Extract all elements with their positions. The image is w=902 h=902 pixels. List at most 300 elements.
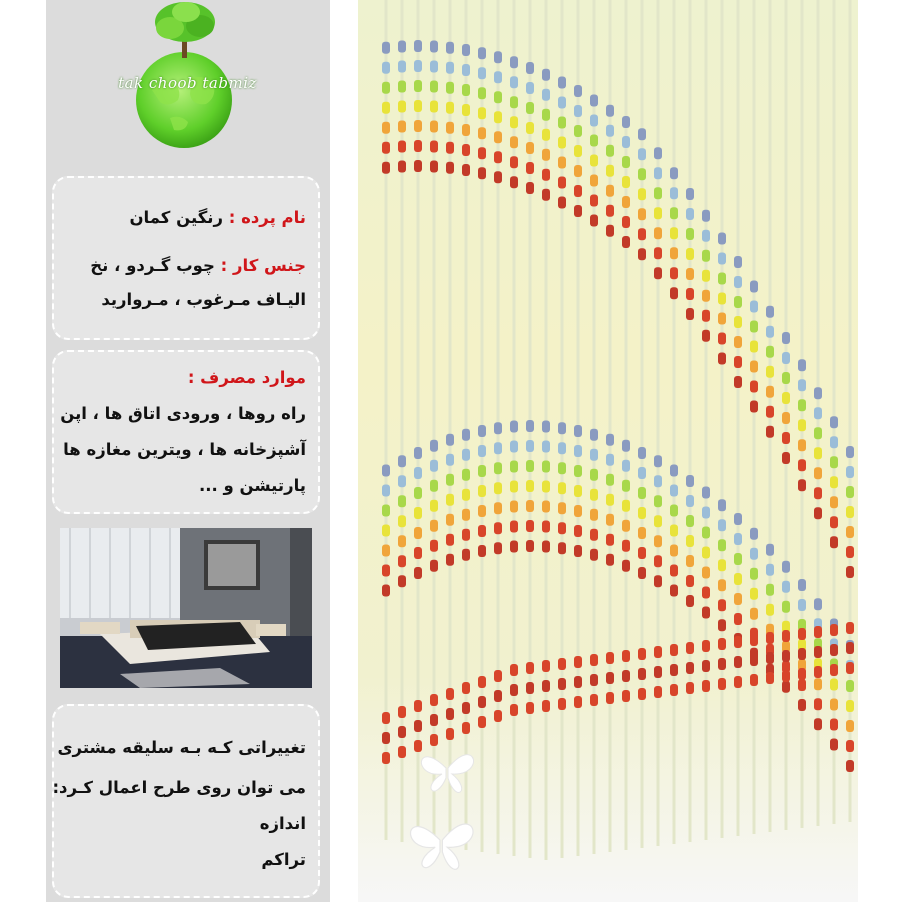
curtain-bead — [814, 626, 822, 638]
curtain-bead — [526, 662, 534, 674]
curtain-bead — [510, 116, 518, 128]
curtain-bead — [734, 316, 742, 328]
curtain-bead — [462, 489, 470, 501]
curtain-bead — [638, 168, 646, 180]
curtain-bead — [478, 167, 486, 179]
usage-label: موارد مصرف : — [187, 368, 306, 387]
curtain-bead — [494, 131, 502, 143]
curtain-bead — [558, 522, 566, 534]
curtain-bead — [558, 176, 566, 188]
curtain-bead — [398, 706, 406, 718]
curtain-bead — [542, 541, 550, 553]
curtain-bead — [734, 656, 742, 668]
curtain-bead — [654, 227, 662, 239]
curtain-bead — [510, 136, 518, 148]
curtain-bead — [574, 145, 582, 157]
curtain-bead — [846, 740, 854, 752]
curtain-bead — [478, 107, 486, 119]
curtain-bead — [590, 529, 598, 541]
curtain-bead — [606, 514, 614, 526]
curtain-bead — [798, 439, 806, 451]
curtain-bead — [686, 662, 694, 674]
curtain-bead — [398, 475, 406, 487]
curtain-bead — [686, 268, 694, 280]
curtain-bead — [766, 426, 774, 438]
curtain-bead — [478, 47, 486, 59]
curtain-bead — [526, 142, 534, 154]
custom-line-4: تراکم — [261, 850, 306, 869]
curtain-bead — [670, 167, 678, 179]
curtain-bead — [478, 676, 486, 688]
curtain-bead — [830, 644, 838, 656]
curtain-bead — [798, 628, 806, 640]
curtain-bead — [558, 136, 566, 148]
curtain-bead — [638, 648, 646, 660]
curtain-bead — [702, 660, 710, 672]
curtain-bead — [590, 469, 598, 481]
curtain-bead — [414, 60, 422, 72]
curtain-bead — [686, 595, 694, 607]
curtain-bead — [430, 100, 438, 112]
curtain-bead — [430, 40, 438, 52]
curtain-bead — [622, 670, 630, 682]
curtain-bead — [718, 519, 726, 531]
curtain-bead — [510, 441, 518, 453]
curtain-bead — [430, 140, 438, 152]
curtain-bead — [526, 82, 534, 94]
curtain-bead — [574, 165, 582, 177]
curtain-bead — [478, 716, 486, 728]
curtain-bead — [670, 565, 678, 577]
curtain-bead — [782, 670, 790, 682]
curtain-bead — [430, 440, 438, 452]
curtain-bead — [782, 352, 790, 364]
curtain-bead — [526, 540, 534, 552]
material-label: جنس کار : — [220, 256, 306, 275]
curtain-bead — [830, 624, 838, 636]
curtain-bead — [654, 455, 662, 467]
curtain-bead — [622, 156, 630, 168]
curtain-bead — [398, 160, 406, 172]
curtain-bead — [766, 632, 774, 644]
curtain-bead — [702, 547, 710, 559]
curtain-bead — [606, 692, 614, 704]
curtain-bead — [430, 540, 438, 552]
curtain-bead — [462, 429, 470, 441]
curtain-bead — [526, 460, 534, 472]
curtain-bead — [654, 267, 662, 279]
curtain-bead — [414, 740, 422, 752]
curtain-bead — [654, 666, 662, 678]
curtain-bead — [654, 207, 662, 219]
curtain-bead — [654, 535, 662, 547]
curtain-bead — [622, 236, 630, 248]
curtain-bead — [782, 561, 790, 573]
curtain-bead — [446, 42, 454, 54]
curtain-bead — [830, 496, 838, 508]
curtain-bead — [638, 527, 646, 539]
curtain-bead — [382, 565, 390, 577]
curtain-bead — [814, 427, 822, 439]
curtain-bead — [494, 111, 502, 123]
curtain-bead — [526, 480, 534, 492]
curtain-bead — [494, 151, 502, 163]
curtain-bead — [750, 548, 758, 560]
curtain-bead — [574, 696, 582, 708]
curtain-bead — [798, 699, 806, 711]
curtain-bead — [782, 392, 790, 404]
curtain-bead — [750, 568, 758, 580]
curtain-bead — [782, 681, 790, 693]
curtain-bead — [638, 507, 646, 519]
curtain-bead — [734, 613, 742, 625]
curtain-bead — [798, 359, 806, 371]
curtain-bead — [414, 700, 422, 712]
curtain-bead — [814, 447, 822, 459]
curtain-bead — [766, 386, 774, 398]
curtain-bead — [478, 485, 486, 497]
curtain-bead — [846, 546, 854, 558]
curtain-bead — [766, 326, 774, 338]
curtain-bead — [702, 567, 710, 579]
curtain-bead — [718, 638, 726, 650]
curtain-bead — [798, 419, 806, 431]
curtain-bead — [574, 185, 582, 197]
curtain-bead — [542, 421, 550, 433]
curtain-bead — [670, 187, 678, 199]
curtain-bead — [478, 465, 486, 477]
curtain-bead — [414, 507, 422, 519]
curtain-bead — [414, 487, 422, 499]
curtain-bead — [814, 698, 822, 710]
curtain-bead — [702, 250, 710, 262]
curtain-bead — [734, 636, 742, 648]
curtain-bead — [638, 447, 646, 459]
curtain-bead — [814, 678, 822, 690]
curtain-bead — [846, 566, 854, 578]
curtain-bead — [686, 575, 694, 587]
curtain-bead — [734, 553, 742, 565]
curtain-bead — [590, 214, 598, 226]
curtain-bead — [830, 516, 838, 528]
curtain-bead — [686, 535, 694, 547]
curtain-bead — [558, 698, 566, 710]
curtain-bead — [846, 506, 854, 518]
curtain-bead — [830, 416, 838, 428]
curtain-bead — [542, 481, 550, 493]
curtain-bead — [414, 447, 422, 459]
curtain-bead — [462, 682, 470, 694]
curtain-bead — [382, 545, 390, 557]
curtain-bead — [750, 608, 758, 620]
curtain-bead — [462, 449, 470, 461]
curtain-bead — [798, 399, 806, 411]
curtain-bead — [718, 539, 726, 551]
curtain-bead — [478, 445, 486, 457]
curtain-bead — [622, 520, 630, 532]
curtain-bead — [574, 205, 582, 217]
curtain-bead — [606, 534, 614, 546]
curtain-bead — [446, 82, 454, 94]
curtain-bead — [750, 300, 758, 312]
curtain-bead — [446, 122, 454, 134]
curtain-bead — [526, 162, 534, 174]
curtain-bead — [670, 585, 678, 597]
usage-line-3: پارتیشن و ... — [198, 476, 306, 495]
curtain-bead — [382, 732, 390, 744]
butterfly-icon — [410, 824, 473, 869]
curtain-bead — [574, 485, 582, 497]
custom-line-2: می توان روی طرح اعمال کـرد: — [52, 778, 306, 797]
curtain-bead — [830, 436, 838, 448]
curtain-bead — [414, 720, 422, 732]
curtain-bead — [654, 187, 662, 199]
curtain-bead — [718, 272, 726, 284]
curtain-bead — [542, 461, 550, 473]
curtain-bead — [510, 156, 518, 168]
curtain-bead — [814, 487, 822, 499]
curtain-bead — [702, 507, 710, 519]
curtain-name-value: رنگین کمان — [129, 208, 223, 227]
curtain-bead — [510, 176, 518, 188]
curtain-bead — [686, 188, 694, 200]
curtain-bead — [478, 127, 486, 139]
curtain-bead — [718, 292, 726, 304]
curtain-bead — [718, 232, 726, 244]
curtain-bead — [430, 480, 438, 492]
curtain-bead — [382, 712, 390, 724]
curtain-bead — [542, 129, 550, 141]
material-row — [90, 258, 306, 275]
curtain-bead — [766, 406, 774, 418]
curtain-bead — [542, 680, 550, 692]
custom-line-1: تغییراتی کـه بـه سلیقه مشتری — [57, 738, 306, 757]
curtain-bead — [750, 400, 758, 412]
curtain-bead — [846, 760, 854, 772]
curtain-bead — [462, 549, 470, 561]
product-info-card — [52, 176, 320, 340]
curtain-bead — [462, 469, 470, 481]
curtain-bead — [526, 102, 534, 114]
curtain-bead — [606, 672, 614, 684]
curtain-bead — [798, 648, 806, 660]
curtain-bead — [494, 462, 502, 474]
curtain-bead — [526, 440, 534, 452]
curtain-bead — [686, 308, 694, 320]
curtain-bead — [398, 455, 406, 467]
curtain-bead — [398, 40, 406, 52]
curtain-bead — [670, 287, 678, 299]
curtain-bead — [622, 116, 630, 128]
curtain-bead — [846, 642, 854, 654]
curtain-bead — [750, 588, 758, 600]
curtain-bead — [782, 372, 790, 384]
curtain-bead — [446, 102, 454, 114]
curtain-bead — [414, 80, 422, 92]
curtain-bead — [718, 499, 726, 511]
curtain-bead — [494, 171, 502, 183]
curtain-bead — [542, 109, 550, 121]
curtain-bead — [606, 474, 614, 486]
curtain-bead — [494, 522, 502, 534]
curtain-bead — [590, 429, 598, 441]
curtain-bead — [846, 526, 854, 538]
curtain-bead — [814, 598, 822, 610]
curtain-bead — [398, 555, 406, 567]
curtain-bead — [382, 102, 390, 114]
curtain-bead — [446, 688, 454, 700]
curtain-bead — [654, 475, 662, 487]
curtain-bead — [462, 529, 470, 541]
curtain-bead — [830, 456, 838, 468]
curtain-bead — [798, 668, 806, 680]
curtain-bead — [382, 162, 390, 174]
curtain-bead — [398, 140, 406, 152]
curtain-bead — [750, 654, 758, 666]
curtain-bead — [494, 442, 502, 454]
curtain-bead — [702, 487, 710, 499]
curtain-bead — [830, 476, 838, 488]
curtain-bead — [446, 434, 454, 446]
curtain-bead — [814, 718, 822, 730]
curtain-bead — [750, 380, 758, 392]
curtain-bead — [846, 720, 854, 732]
curtain-bead — [430, 80, 438, 92]
curtain-bead — [462, 104, 470, 116]
curtain-bead — [622, 196, 630, 208]
curtain-bead — [382, 465, 390, 477]
curtain-bead — [542, 89, 550, 101]
curtain-bead — [430, 160, 438, 172]
curtain-bead — [638, 148, 646, 160]
curtain-bead — [702, 230, 710, 242]
curtain-bead — [398, 575, 406, 587]
curtain-bead — [526, 182, 534, 194]
curtain-bead — [702, 640, 710, 652]
curtain-bead — [510, 541, 518, 553]
curtain-bead — [606, 185, 614, 197]
curtain-bead — [670, 207, 678, 219]
curtain-bead — [446, 708, 454, 720]
curtain-bead — [446, 62, 454, 74]
curtain-bead — [670, 684, 678, 696]
room-photo — [60, 528, 312, 688]
curtain-bead — [462, 144, 470, 156]
curtain-bead — [798, 579, 806, 591]
curtain-bead — [622, 650, 630, 662]
curtain-bead — [766, 306, 774, 318]
curtain-bead — [670, 505, 678, 517]
curtain-bead — [382, 525, 390, 537]
curtain-bead — [638, 487, 646, 499]
curtain-bead — [654, 575, 662, 587]
curtain-bead — [638, 688, 646, 700]
curtain-bead — [446, 142, 454, 154]
curtain-bead — [558, 96, 566, 108]
curtain-bead — [558, 658, 566, 670]
curtain-bead — [830, 719, 838, 731]
curtain-bead — [494, 502, 502, 514]
curtain-bead — [702, 587, 710, 599]
curtain-bead — [430, 520, 438, 532]
curtain-bead — [542, 660, 550, 672]
curtain-bead — [510, 684, 518, 696]
curtain-bead — [414, 140, 422, 152]
curtain-bead — [542, 149, 550, 161]
curtain-bead — [734, 276, 742, 288]
curtain-bead — [462, 64, 470, 76]
curtain-bead — [814, 387, 822, 399]
curtain-bead — [398, 726, 406, 738]
curtain-bead — [638, 228, 646, 240]
curtain-bead — [670, 267, 678, 279]
curtain-bead — [398, 100, 406, 112]
curtain-bead — [542, 169, 550, 181]
curtain-bead — [398, 535, 406, 547]
curtain-bead — [382, 485, 390, 497]
curtain-bead — [590, 154, 598, 166]
curtain-bead — [782, 412, 790, 424]
curtain-bead — [382, 62, 390, 74]
curtain-bead — [702, 270, 710, 282]
curtain-bead — [446, 494, 454, 506]
curtain-bead — [382, 122, 390, 134]
curtain-bead — [510, 96, 518, 108]
curtain-bead — [814, 407, 822, 419]
curtain-bead — [702, 527, 710, 539]
curtain-bead — [574, 656, 582, 668]
curtain-bead — [494, 482, 502, 494]
curtain-bead — [382, 585, 390, 597]
curtain-bead — [590, 449, 598, 461]
curtain-bead — [590, 674, 598, 686]
curtain-bead — [430, 734, 438, 746]
curtain-bead — [574, 465, 582, 477]
usage-card — [52, 350, 320, 514]
curtain-bead — [526, 500, 534, 512]
curtain-bead — [734, 256, 742, 268]
curtain-bead — [446, 514, 454, 526]
curtain-bead — [558, 422, 566, 434]
curtain-bead — [798, 679, 806, 691]
curtain-bead — [830, 679, 838, 691]
curtain-bead — [686, 248, 694, 260]
curtain-bead — [558, 76, 566, 88]
curtain-bead — [590, 174, 598, 186]
curtain-bead — [766, 564, 774, 576]
curtain-bead — [446, 454, 454, 466]
curtain-bead — [686, 555, 694, 567]
curtain-bead — [574, 85, 582, 97]
bead-curtain-photo — [358, 0, 858, 902]
curtain-bead — [846, 622, 854, 634]
curtain-bead — [622, 216, 630, 228]
curtain-bead — [590, 489, 598, 501]
curtain-bead — [782, 432, 790, 444]
curtain-bead — [654, 646, 662, 658]
curtain-bead — [686, 495, 694, 507]
curtain-bead — [718, 658, 726, 670]
curtain-bead — [478, 505, 486, 517]
curtain-bead — [830, 739, 838, 751]
curtain-bead — [654, 555, 662, 567]
curtain-bead — [446, 162, 454, 174]
curtain-bead — [686, 515, 694, 527]
curtain-bead — [766, 604, 774, 616]
curtain-bead — [638, 567, 646, 579]
curtain-bead — [558, 542, 566, 554]
curtain-bead — [574, 445, 582, 457]
